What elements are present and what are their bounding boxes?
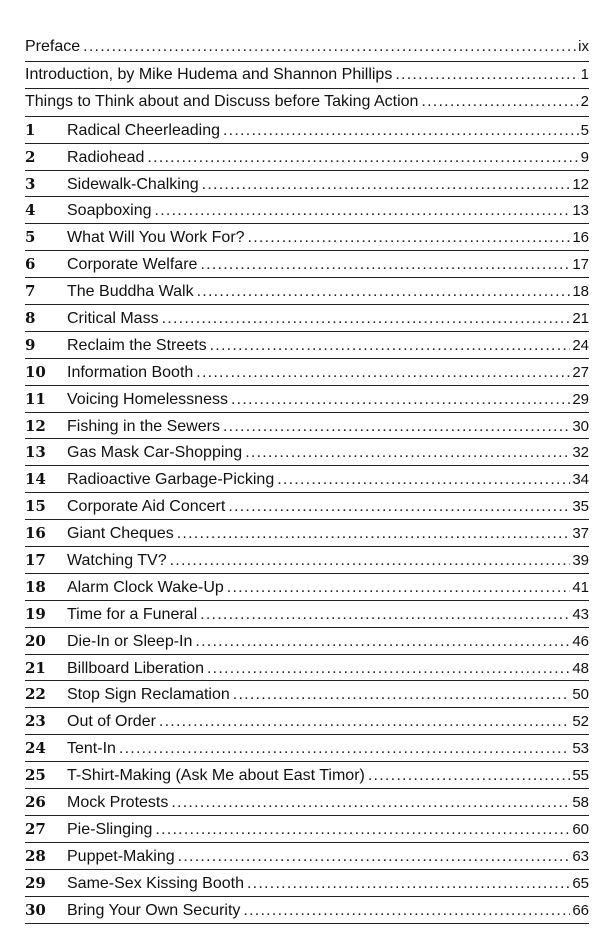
chapter-number: 8 [25,309,36,328]
toc-entry-introduction [25,62,589,90]
chapter-title: Critical Mass [67,310,159,328]
chapter-number: 20 [25,631,46,650]
chapter-number: 10 [25,362,46,381]
chapter-page: 39 [572,552,589,570]
chapter-number: 26 [25,793,46,812]
chapter-title: The Buddha Walk [67,283,194,301]
toc-chapter-row [25,197,589,224]
dot-leader [233,682,571,708]
dot-leader [155,198,571,224]
chapter-title: Stop Sign Reclamation [67,686,230,704]
chapter-page: 66 [572,901,589,919]
dot-leader [155,817,570,843]
chapter-number: 24 [25,739,46,758]
chapter-number: 15 [25,497,46,516]
chapter-page: 30 [572,417,589,435]
chapter-title: Die-In or Sleep-In [67,632,193,650]
toc-chapter-row [25,762,589,789]
toc-chapter-row [25,359,589,386]
dot-leader [277,467,570,493]
toc-chapter-row [25,332,589,359]
toc-chapter-row [25,251,589,278]
chapter-title: Out of Order [67,713,156,731]
toc-entry-preface [25,34,589,62]
chapter-title: Same-Sex Kissing Booth [67,874,244,892]
chapter-page: 17 [572,256,589,274]
chapter-number: 7 [25,282,36,301]
chapter-title: Alarm Clock Wake-Up [67,578,224,596]
dot-leader [197,279,571,305]
dot-leader [195,629,570,655]
toc-chapter-row [25,897,589,924]
toc-chapter-row [25,789,589,816]
dot-leader [202,172,571,198]
chapter-number: 14 [25,470,46,489]
toc-chapter-row [25,439,589,466]
toc-chapter-row [25,386,589,413]
chapter-number: 9 [25,335,36,354]
toc-chapter-row [25,574,589,601]
dot-leader [207,656,570,682]
chapter-number: 25 [25,766,46,785]
toc-chapter-row [25,171,589,198]
chapter-number: 6 [25,255,36,274]
chapter-number: 19 [25,604,46,623]
chapter-page: 18 [572,283,589,301]
dot-leader [395,62,578,88]
chapter-number: 21 [25,658,46,677]
dot-leader [243,898,570,924]
toc-chapter-row [25,708,589,735]
toc-chapter-row [25,413,589,440]
chapter-title: Mock Protests [67,794,169,812]
chapter-number: 18 [25,577,46,596]
dot-leader [421,89,578,115]
chapter-title: Puppet-Making [67,847,175,865]
dot-leader [227,575,571,601]
toc-entry-title: Things to Think about and Discuss before Taking Action [25,93,419,111]
chapter-title: Pie-Slinging [67,820,153,838]
chapter-number: 28 [25,846,46,865]
chapter-title: Voicing Homelessness [67,390,228,408]
chapter-number: 29 [25,873,46,892]
toc-chapter-row [25,466,589,493]
chapter-page: 52 [572,713,589,731]
chapter-number: 13 [25,443,46,462]
table-of-contents [25,34,589,924]
chapter-page: 46 [572,632,589,650]
dot-leader [119,736,570,762]
chapter-number: 3 [25,174,36,193]
chapter-title: Bring Your Own Security [67,901,241,919]
toc-chapter-row [25,843,589,870]
chapter-title: Time for a Funeral [67,605,198,623]
dot-leader [200,252,570,278]
chapter-title: Reclaim the Streets [67,336,207,354]
toc-chapter-row [25,681,589,708]
dot-leader [248,225,571,251]
dot-leader [210,333,571,359]
dot-leader [147,145,578,171]
toc-chapter-row [25,735,589,762]
toc-chapter-row [25,547,589,574]
chapter-page: 16 [572,229,589,247]
chapter-number: 22 [25,685,46,704]
dot-leader [245,440,570,466]
chapter-page: 63 [572,847,589,865]
chapter-page: 13 [572,202,589,220]
toc-chapter-row [25,117,589,144]
chapter-number: 5 [25,228,36,247]
chapter-number: 1 [25,120,36,139]
dot-leader [231,387,570,413]
dot-leader [159,709,570,735]
dot-leader [200,602,570,628]
chapter-title: Fishing in the Sewers [67,417,220,435]
dot-leader [196,360,570,386]
chapter-page: 29 [572,390,589,408]
dot-leader [228,494,570,520]
chapter-number: 27 [25,819,46,838]
chapter-title: Radical Cheerleading [67,121,220,139]
chapter-title: Tent-In [67,740,116,758]
chapter-title: Watching TV? [67,552,167,570]
chapter-title: Information Booth [67,363,194,381]
chapter-page: 32 [572,444,589,462]
chapter-page: 27 [572,363,589,381]
toc-entry-title: Preface [25,38,81,55]
toc-chapter-row [25,601,589,628]
toc-chapter-row [25,816,589,843]
chapter-page: 65 [572,874,589,892]
chapter-page: 35 [572,498,589,516]
chapter-title: Radioactive Garbage-Picking [67,471,275,489]
toc-chapter-row [25,493,589,520]
chapter-page: 50 [572,686,589,704]
toc-entry-title: Introduction, by Mike Hudema and Shannon Phillips [25,65,393,83]
chapter-title: T-Shirt-Making (Ask Me about East Timor) [67,767,365,785]
chapter-title: Soapboxing [67,202,152,220]
dot-leader [170,548,571,574]
chapter-number: 2 [25,147,36,166]
toc-entry-page: 1 [580,65,589,83]
chapter-title: Giant Cheques [67,525,174,543]
toc-entry-things-to-think-about [25,89,589,117]
toc-chapter-row [25,870,589,897]
chapter-title: Sidewalk-Chalking [67,175,199,193]
dot-leader [162,306,571,332]
toc-chapter-row [25,628,589,655]
chapter-page: 58 [572,794,589,812]
chapter-title: Gas Mask Car-Shopping [67,444,243,462]
chapter-page: 55 [572,767,589,785]
dot-leader [171,790,570,816]
chapter-page: 12 [572,175,589,193]
chapter-number: 30 [25,900,46,919]
chapter-page: 21 [572,310,589,328]
toc-chapter-row [25,655,589,682]
dot-leader [223,118,579,144]
dot-leader [83,34,576,60]
chapter-page: 9 [580,148,589,166]
chapter-title: Corporate Welfare [67,256,198,274]
chapter-number: 11 [25,389,46,408]
toc-chapter-row [25,144,589,171]
chapter-number: 16 [25,524,46,543]
chapter-page: 43 [572,605,589,623]
chapter-page: 34 [572,471,589,489]
chapter-title: Radiohead [67,148,145,166]
chapter-page: 37 [572,525,589,543]
dot-leader [368,763,570,789]
toc-entry-page: 2 [580,93,589,111]
chapter-page: 48 [572,659,589,677]
dot-leader [178,844,571,870]
chapter-title: Corporate Aid Concert [67,498,226,516]
chapter-page: 5 [580,121,589,139]
dot-leader [247,871,570,897]
chapter-title: What Will You Work For? [67,229,245,247]
dot-leader [223,414,570,440]
toc-chapter-row [25,278,589,305]
toc-chapter-row [25,224,589,251]
chapter-page: 53 [572,740,589,758]
dot-leader [177,521,571,547]
chapter-number: 4 [25,201,36,220]
chapter-page: 41 [572,578,589,596]
chapter-number: 23 [25,712,46,731]
chapter-title: Billboard Liberation [67,659,204,677]
chapter-number: 12 [25,416,46,435]
toc-chapter-row [25,305,589,332]
chapter-number: 17 [25,551,46,570]
toc-entry-page: ix [578,38,589,55]
chapter-page: 24 [572,336,589,354]
chapter-page: 60 [572,820,589,838]
toc-chapter-row [25,520,589,547]
